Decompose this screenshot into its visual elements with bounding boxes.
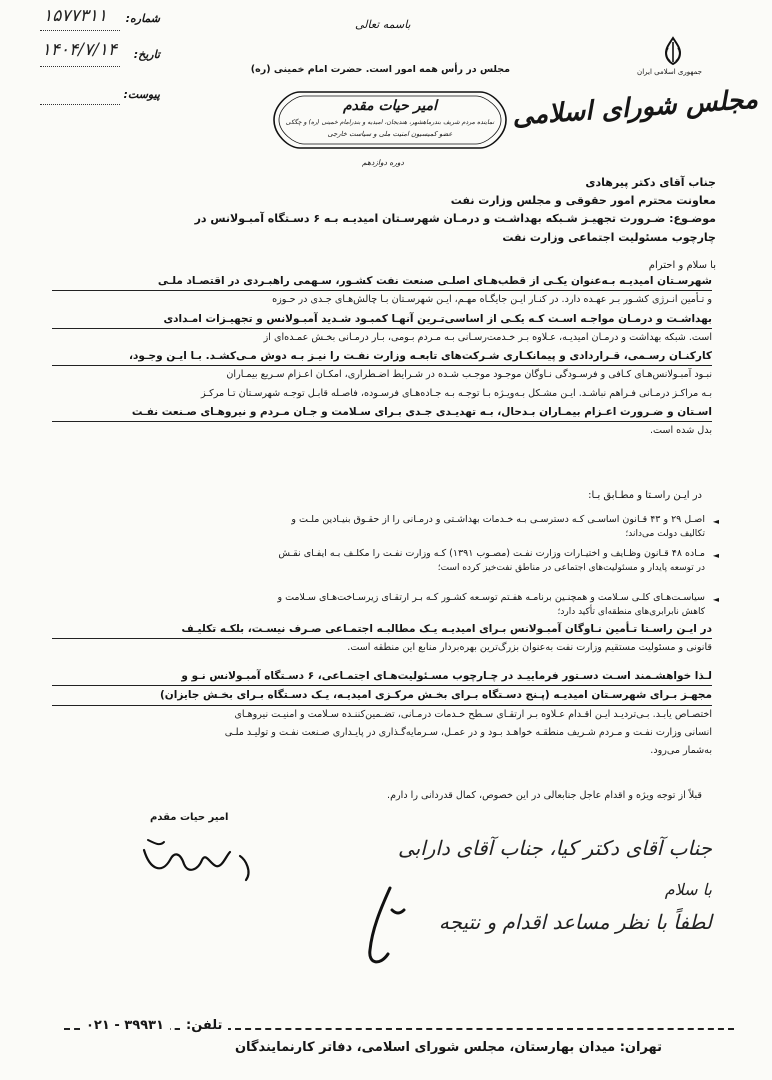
handwritten-note-line-3: لطفاً با نظر مساعد اقدام و نتیجه [438,910,712,934]
sender-name: امیر حیات مقدم [342,98,437,114]
closing-sentence: قبلاً از توجه ویژه و اقدام عاجل جنابعالی در این خصوص، کمال قدردانی را دارم. [387,790,702,801]
footer-phone-label: تلفن: [180,1018,228,1033]
paragraph-1 [52,272,712,441]
bullet-2-line-1: مـاده ۴۸ قـانون وظـایف و اختیـارات وزارت نفـت (مصـوب ۱۳۹۱) کـه وزارت نفـت را مکلـف بـه ایفـای نقـش [278,548,705,559]
p1-line-8: اسـتان و ضـرورت اعـزام بیمـاران بـدحال، بـه تهدیـدی جـدی بـرای سـلامت و جـان مـردم و نیروهـای صـنعت نفـت [52,403,712,422]
p4-line-5: به‌شمار می‌رود. [650,745,712,757]
date-label: تاریخ: [133,48,160,61]
parliament-logo [511,70,760,139]
sender-title-line-2: عضو کمیسیون امنیت ملی و سیاست خارجی [327,130,453,138]
p1-line-4: است. شبکه بهداشت و درمـان امیدیـه، عـلاوه بـر خـدمت‌رسـانی بـه مـردم بـومی، بـار درمـانی بخـش عمـده‌ای از [263,331,712,343]
subject-line-1: موضـوع: ضـرورت تجهیـز شـبکه بهداشـت و درمـان شهرسـتان امیدیـه بـه ۶ دسـتگاه آمبـولانس در [194,212,716,225]
handwritten-note-line-2: با سلام [664,880,712,899]
handwritten-note-line-1: جناب آقای دکتر کیا، جناب آقای دارابی [397,836,712,860]
bullet-3 [65,590,719,620]
greeting: با سلام و احترام [648,260,716,271]
p1-line-3: بهداشـت و درمـان مواجـه اسـت کـه یکـی از اساسی‌تـرین آنهـا کمبـود شـدید آمبـولانس و تجهیـزات امـدادی [52,310,712,329]
date-value: ۱۴۰۴/۷/۱۴ [41,40,117,60]
bullet-arrow-icon: ◄ [712,551,719,560]
paragraph-2-intro: در ایـن راسـتا و مطـابق بـا: [588,490,702,501]
handwritten-initial-icon [350,880,410,970]
sender-title-line-1: نماینده مردم شریف بندرماهشهر، هندیجان، امیدیه و بندرامام خمینی (ره) و چگکی [285,119,495,126]
p1-line-9: بدل شده است. [649,425,712,437]
attachment-line [40,104,120,105]
bullet-1 [65,512,719,542]
parliament-logo-text: مجلس شورای اسلامی [511,84,759,132]
footer-phone-value: ۳۹۹۳۱ - ۰۲۱ [80,1018,170,1033]
sender-cartouche [270,88,510,152]
recipient-title: معاونت محترم امور حقوقی و مجلس وزارت نفت [450,194,716,207]
footer-address: تهران: میدان بهارستان، مجلس شورای اسلامی، دفاتر کارنمایندگان [234,1040,662,1055]
p1-line-7: بـه مراکـز درمـانی فـراهم نباشـد. ایـن مشـکل بـه‌ویـژه بـا توجـه بـه جـاده‌هـای فرسـوده، فاصـله قابـل توجـه شهرسـتان تـا مرکـز [201,387,712,399]
motto: مجلس در رأس همه امور است. حضرت امام خمینی (ره) [250,64,510,75]
basmala: باسمه تعالی [355,18,411,31]
bullet-2 [65,546,719,576]
number-label: شماره: [125,12,160,25]
sender-term: دوره دوازدهم [362,158,404,167]
bullet-3-line-2: کاهش نابرابری‌های منطقه‌ای تأکید دارد؛ [557,607,705,617]
attachment-label: پیوست: [123,88,160,101]
bullet-2-line-2: در توسعه پایدار و مسئولیت‌های اجتماعی در مناطق نفت‌خیز کرده است؛ [437,563,705,573]
date-line [40,66,120,67]
p4-line-4: انسانی وزارت نفـت و مـردم شـریف منطقـه خواهـد بـود و در عمـل، سـرمایه‌گـذاری در پایـداری صـنعت نفـت و تولیـد ملـی [224,726,712,738]
subject-line-2: چارچوب مسئولیت اجتماعی وزارت نفت [502,231,716,244]
paragraph-3 [52,620,712,658]
p1-line-6: نبـود آمبـولانس‌هـای کـافی و فرسـودگی نـاوگان موجـود موجـب شـده در شـرایط اضـطراری، امکـان اعـزام سـریع بیمـاران [226,369,712,381]
p1-line-5: کارکنـان رسـمی، قـراردادی و پیمانکـاری شـرکت‌های تابعـه وزارت نفـت را نیـز بـه دوش مـی‌کشـد. بـا ایـن وجـود، [52,347,712,366]
p3-line-2: قانونی و مسئولیت مستقیم وزارت نفت به‌عنوان بزرگ‌ترین بهره‌بردار منابع این منطقه است. [347,642,712,654]
p4-line-3: اختصـاص یابـد. بـی‌تردیـد ایـن اقـدام عـلاوه بـر ارتقـای سـطح خـدمات درمـانی، تضـمین‌کننـده سـلامت و امنیـت نیروهـای [234,708,712,720]
bullet-arrow-icon: ◄ [712,517,719,526]
number-line [40,30,120,31]
signer-name: امیر حیات مقدم [150,812,229,823]
bullet-3-line-1: سیاسـت‌هـای کلـی سـلامت و همچنـین برنامـه هفـتم توسـعه کشـور کـه بـر ارتقـای زیرسـاخت‌هـای سـلامت و [277,592,705,603]
iran-emblem-icon [660,36,686,66]
bullet-1-line-1: اصـل ۲۹ و ۴۳ قـانون اساسـی کـه دسترسـی بـه خـدمات بهداشـتی و درمـانی را از حقـوق بنیـادین ملـت و [291,514,705,525]
p4-line-2: مجهـز بـرای شهرسـتان امیدیـه (پـنج دسـتگاه بـرای بخـش مرکـزی امیدیـه، یـک دسـتگاه بـرای بخـش جایزان) [52,686,712,705]
p1-line-2: و تـأمین انـرژی کشـور بـر عهـده دارد. در کنـار ایـن جایگـاه مهـم، ایـن شهرسـتان بـا چالش‌هـای جـدی در حـوزه [272,294,712,306]
bullet-1-line-2: تکالیف دولت می‌داند؛ [625,529,705,539]
emblem-caption: جمهوری اسلامی ایران [637,68,702,76]
bullet-arrow-icon: ◄ [712,595,719,604]
p3-line-1: در ایـن راسـتا تـأمین نـاوگان آمبـولانس بـرای امیدیـه یـک مطالبـه اجتمـاعی صـرف نیسـت، بلکـه تکلیـف [52,620,712,639]
number-value: ۱۵۷۷۳۱۱ [43,6,107,26]
p1-line-1: شهرسـتان امیدیـه بـه‌عنوان یکـی از قطب‌هـای اصلـی صنعت نفت کشـور، سـهمی راهبـردی در اقتصـاد ملـی [52,272,712,291]
paragraph-4 [52,667,712,760]
recipient-name: جناب آقای دکتر پیرهادی [585,176,716,189]
signature-icon [130,830,280,890]
p4-line-1: لـذا خواهشـمند اسـت دسـتور فرماییـد در چـارچوب مسـئولیت‌هـای اجتمـاعی، ۶ دسـتگاه آمبـولانس نـو و [52,667,712,686]
